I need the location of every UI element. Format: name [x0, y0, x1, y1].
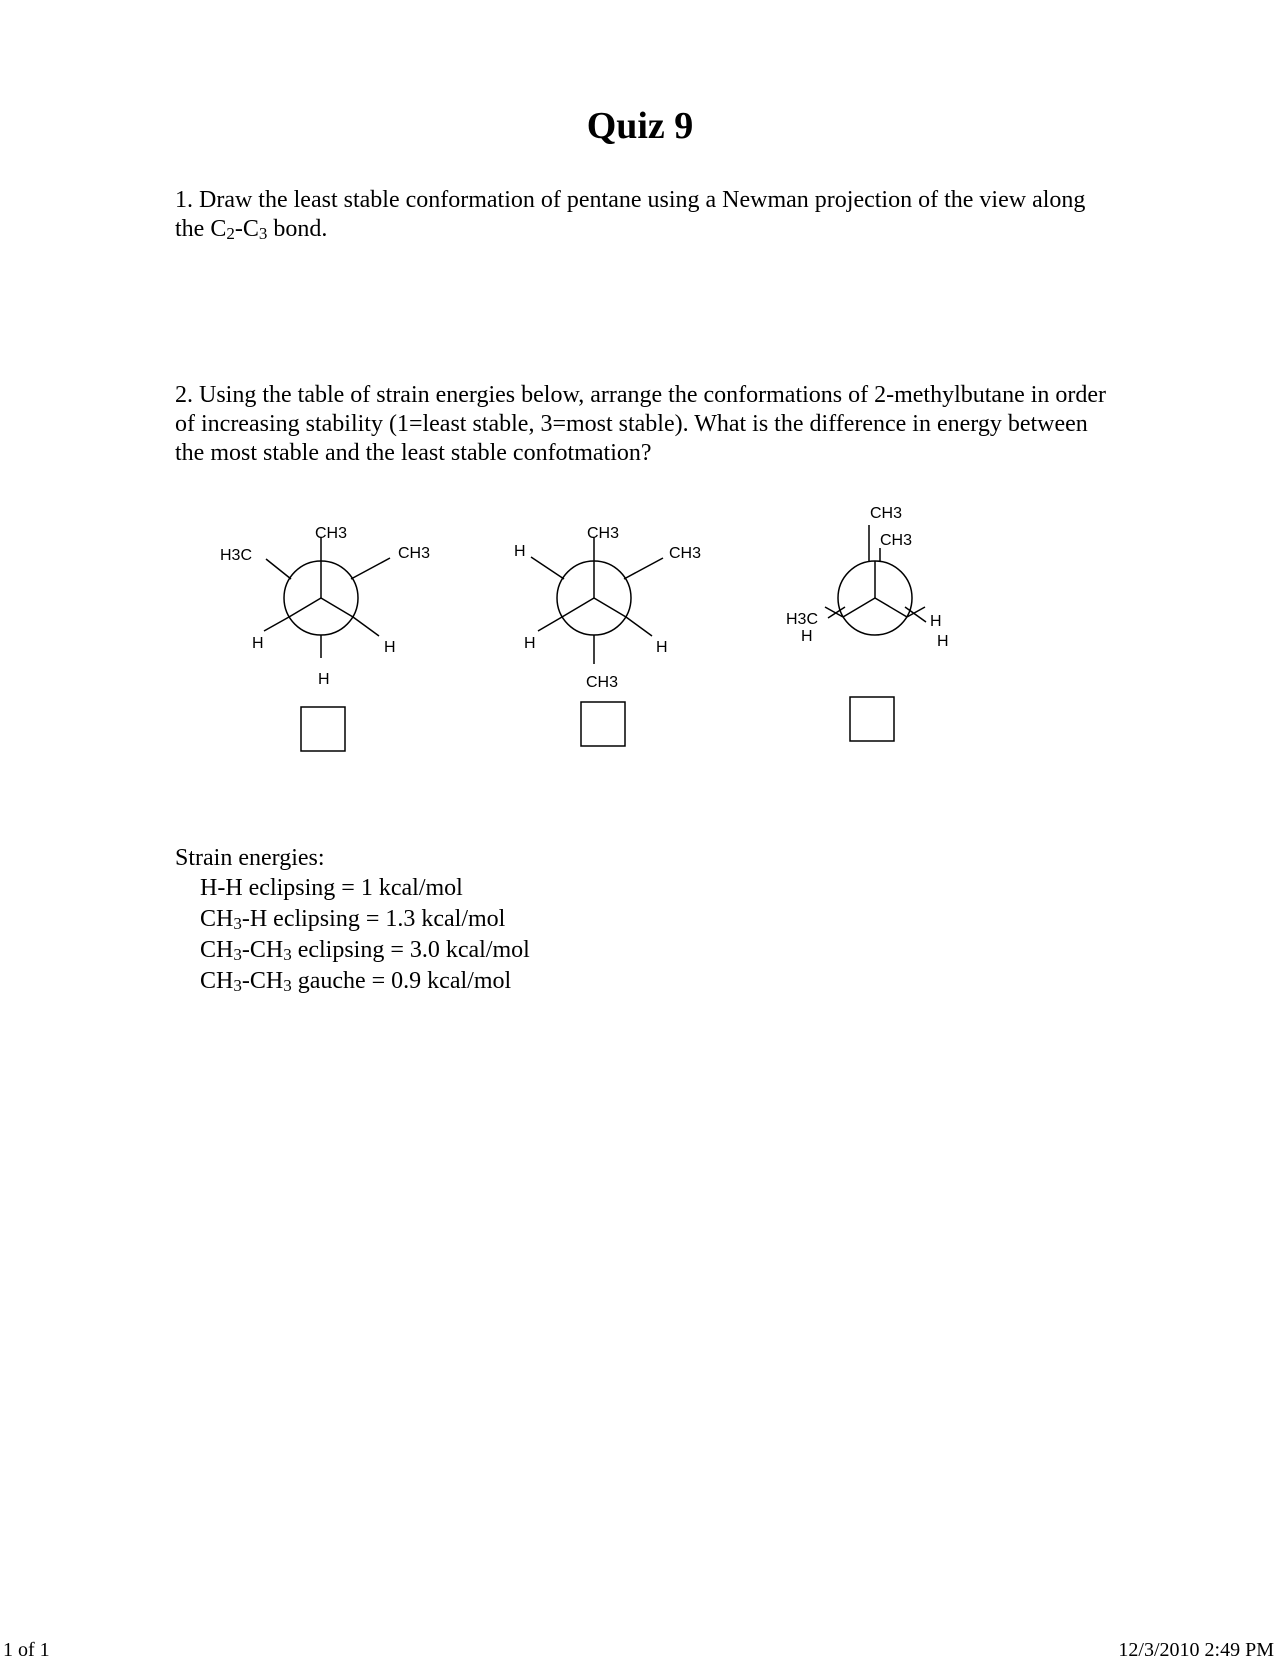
- p1-label-lower-left: H: [252, 635, 264, 652]
- p3-label-front-right: H: [930, 613, 942, 630]
- question-2: 2. Using the table of strain energies below, arrange the conformations of 2-methylbutane in order of increasing stability (1=least stable, 3=most stable). What is the difference in energy between the most stable and the least stable confotmation?: [175, 382, 1107, 466]
- p3-label-back-left: H: [801, 628, 813, 645]
- strain-item-ch3-h: [200, 904, 530, 935]
- strain-text: CH: [200, 906, 234, 932]
- strain-item-ch3-ch3-eclipsing: [200, 935, 530, 966]
- strain-text: CH: [200, 937, 234, 963]
- strain-sub: 3: [233, 914, 242, 933]
- p2-label-upper-left: H: [514, 543, 526, 560]
- p3-label-back-right: H: [937, 633, 949, 650]
- strain-list: [200, 873, 530, 997]
- q1-text-pre: 1. Draw the least stable conformation of pentane using a Newman projection of the view along the C: [175, 187, 1086, 242]
- strain-text: CH: [200, 968, 234, 994]
- p3-label-back-top: CH3: [880, 532, 913, 549]
- p2-label-bottom: CH3: [586, 674, 619, 691]
- q1-text-mid: -C: [234, 216, 259, 242]
- p1-label-upper-right: CH3: [398, 545, 431, 562]
- answer-box-3[interactable]: [850, 697, 894, 741]
- p2-label-upper-right: CH3: [669, 545, 702, 562]
- newman-projection-1: [264, 537, 390, 658]
- answer-box-1[interactable]: [301, 707, 345, 751]
- strain-text: -CH: [241, 968, 284, 994]
- quiz-title: Quiz 9: [586, 105, 694, 147]
- strain-text: H-H eclipsing = 1 kcal/mol: [200, 875, 463, 901]
- q1-sub-2: 3: [258, 224, 268, 243]
- p1-label-lower-right: H: [384, 639, 396, 656]
- strain-text: -H eclipsing = 1.3 kcal/mol: [241, 906, 506, 932]
- p2-label-lower-right: H: [656, 639, 668, 656]
- strain-sub: 3: [283, 945, 292, 964]
- p1-label-top: CH3: [315, 525, 348, 542]
- answer-box-2[interactable]: [581, 702, 625, 746]
- p2-label-top: CH3: [587, 525, 620, 542]
- p1-label-upper-left: H3C: [220, 547, 253, 564]
- strain-sub: 3: [233, 945, 242, 964]
- q1-text-post: bond.: [267, 216, 328, 242]
- p3-label-front-top: CH3: [870, 505, 903, 522]
- page-number: 1 of 1: [3, 1639, 50, 1661]
- strain-heading: Strain energies:: [175, 845, 325, 871]
- strain-text: -CH: [241, 937, 284, 963]
- newman-projection-2: [531, 537, 663, 664]
- p3-label-front-left: H3C: [786, 611, 819, 628]
- strain-text: eclipsing = 3.0 kcal/mol: [291, 937, 530, 963]
- print-timestamp: 12/3/2010 2:49 PM: [1118, 1639, 1274, 1661]
- newman-projections: [0, 0, 1280, 800]
- strain-item-ch3-ch3-gauche: [200, 966, 530, 997]
- q1-sub-1: 2: [226, 224, 235, 243]
- p2-label-lower-left: H: [524, 635, 536, 652]
- strain-text: gauche = 0.9 kcal/mol: [291, 968, 512, 994]
- strain-item-hh: [200, 873, 530, 904]
- p1-label-bottom: H: [318, 671, 330, 688]
- strain-sub: 3: [233, 976, 242, 995]
- strain-sub: 3: [283, 976, 292, 995]
